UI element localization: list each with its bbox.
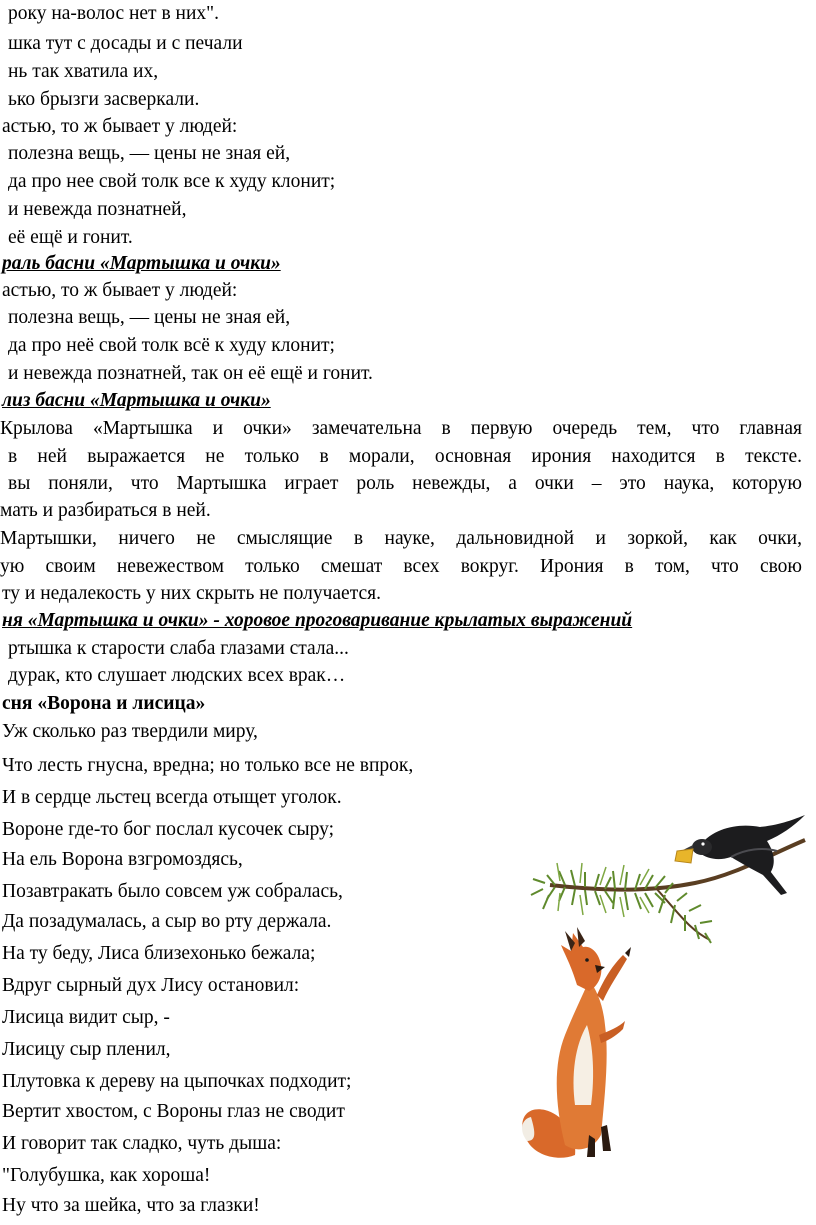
fable2-line: Вдруг сырный дух Лису остановил: bbox=[2, 975, 300, 996]
moral-line: и невежда познатней, так он её ещё и гонит. bbox=[8, 363, 373, 384]
fable2-line: Что лесть гнусна, вредна; но только все не впрок, bbox=[2, 755, 414, 776]
analysis-heading: лиз басни «Мартышка и очки» bbox=[2, 390, 271, 411]
fable2-line: Да позадумалась, а сыр во рту держала. bbox=[2, 911, 332, 932]
poem-line: и невежда познатней, bbox=[8, 199, 187, 220]
poem-line: астью, то ж бывает у людей: bbox=[2, 116, 238, 137]
fable2-line: И говорит так сладко, чуть дыша: bbox=[2, 1133, 282, 1154]
fable2-line: Вертит хвостом, с Вороны глаз не сводит bbox=[2, 1101, 345, 1122]
moral-line: полезна вещь, — цены не зная ей, bbox=[8, 307, 291, 328]
poem-line: да про нее свой толк все к худу клонит; bbox=[8, 171, 336, 192]
poem-line: её ещё и гонит. bbox=[8, 227, 133, 248]
poem-line: ько брызги засверкали. bbox=[8, 89, 200, 110]
poem-line: року на-волос нет в них". bbox=[8, 3, 219, 24]
fable2-line: Ну что за шейка, что за глазки! bbox=[2, 1195, 260, 1216]
fable2-line: Уж сколько раз твердили миру, bbox=[2, 721, 258, 742]
poem-line: шка тут с досады и с печали bbox=[8, 33, 243, 54]
analysis-line: ую своим невежеством только смешат всех вокруг. Ирония в том, что свою bbox=[0, 556, 802, 577]
fable2-line: Лисица видит сыр, - bbox=[2, 1007, 170, 1028]
analysis-line: в ней выражается не только в морали, основная ирония находится в тексте. bbox=[8, 446, 802, 467]
fable2-line: Плутовка к дереву на цыпочках подходит; bbox=[2, 1071, 352, 1092]
analysis-line: Мартышки, ничего не смыслящие в науке, дальновидной и зоркой, как очки, bbox=[0, 528, 802, 549]
poem-line: полезна вещь, — цены не зная ей, bbox=[8, 143, 291, 164]
fable2-line: Лисицу сыр пленил, bbox=[2, 1039, 171, 1060]
analysis-line: вы поняли, что Мартышка играет роль невежды, а очки – это наука, которую bbox=[8, 473, 802, 494]
phrase-line: дурак, кто слушает людских всех врак… bbox=[8, 665, 346, 686]
moral-line: астью, то ж бывает у людей: bbox=[2, 280, 238, 301]
poem-line: нь так хватила их, bbox=[8, 61, 159, 82]
moral-heading: раль басни «Мартышка и очки» bbox=[2, 253, 281, 274]
fox-icon bbox=[522, 927, 631, 1158]
fable2-line: И в сердце льстец всегда отыщет уголок. bbox=[2, 787, 342, 808]
crow-and-fox-illustration bbox=[505, 805, 816, 1165]
analysis-line: ту и недалекость у них скрыть не получается. bbox=[2, 583, 381, 604]
moral-line: да про неё свой толк всё к худу клонит; bbox=[8, 335, 335, 356]
fable2-line: На ель Ворона взгромоздясь, bbox=[2, 849, 243, 870]
fable2-line: Позавтракать было совсем уж собралась, bbox=[2, 881, 343, 902]
analysis-line: мать и разбираться в ней. bbox=[0, 500, 211, 521]
fable2-line: "Голубушка, как хороша! bbox=[2, 1165, 211, 1186]
phrases-heading: ня «Мартышка и очки» - хоровое проговаривание крылатых выражений bbox=[2, 610, 633, 631]
fable2-line: Вороне где-то бог послал кусочек сыру; bbox=[2, 819, 335, 840]
phrase-line: ртышка к старости слаба глазами стала... bbox=[8, 638, 349, 659]
fable2-heading: сня «Ворона и лисица» bbox=[2, 693, 206, 714]
cheese-icon bbox=[675, 849, 693, 863]
fable2-line: На ту беду, Лиса близехонько бежала; bbox=[2, 943, 316, 964]
analysis-line: Крылова «Мартышка и очки» замечательна в первую очередь тем, что главная bbox=[0, 418, 802, 439]
